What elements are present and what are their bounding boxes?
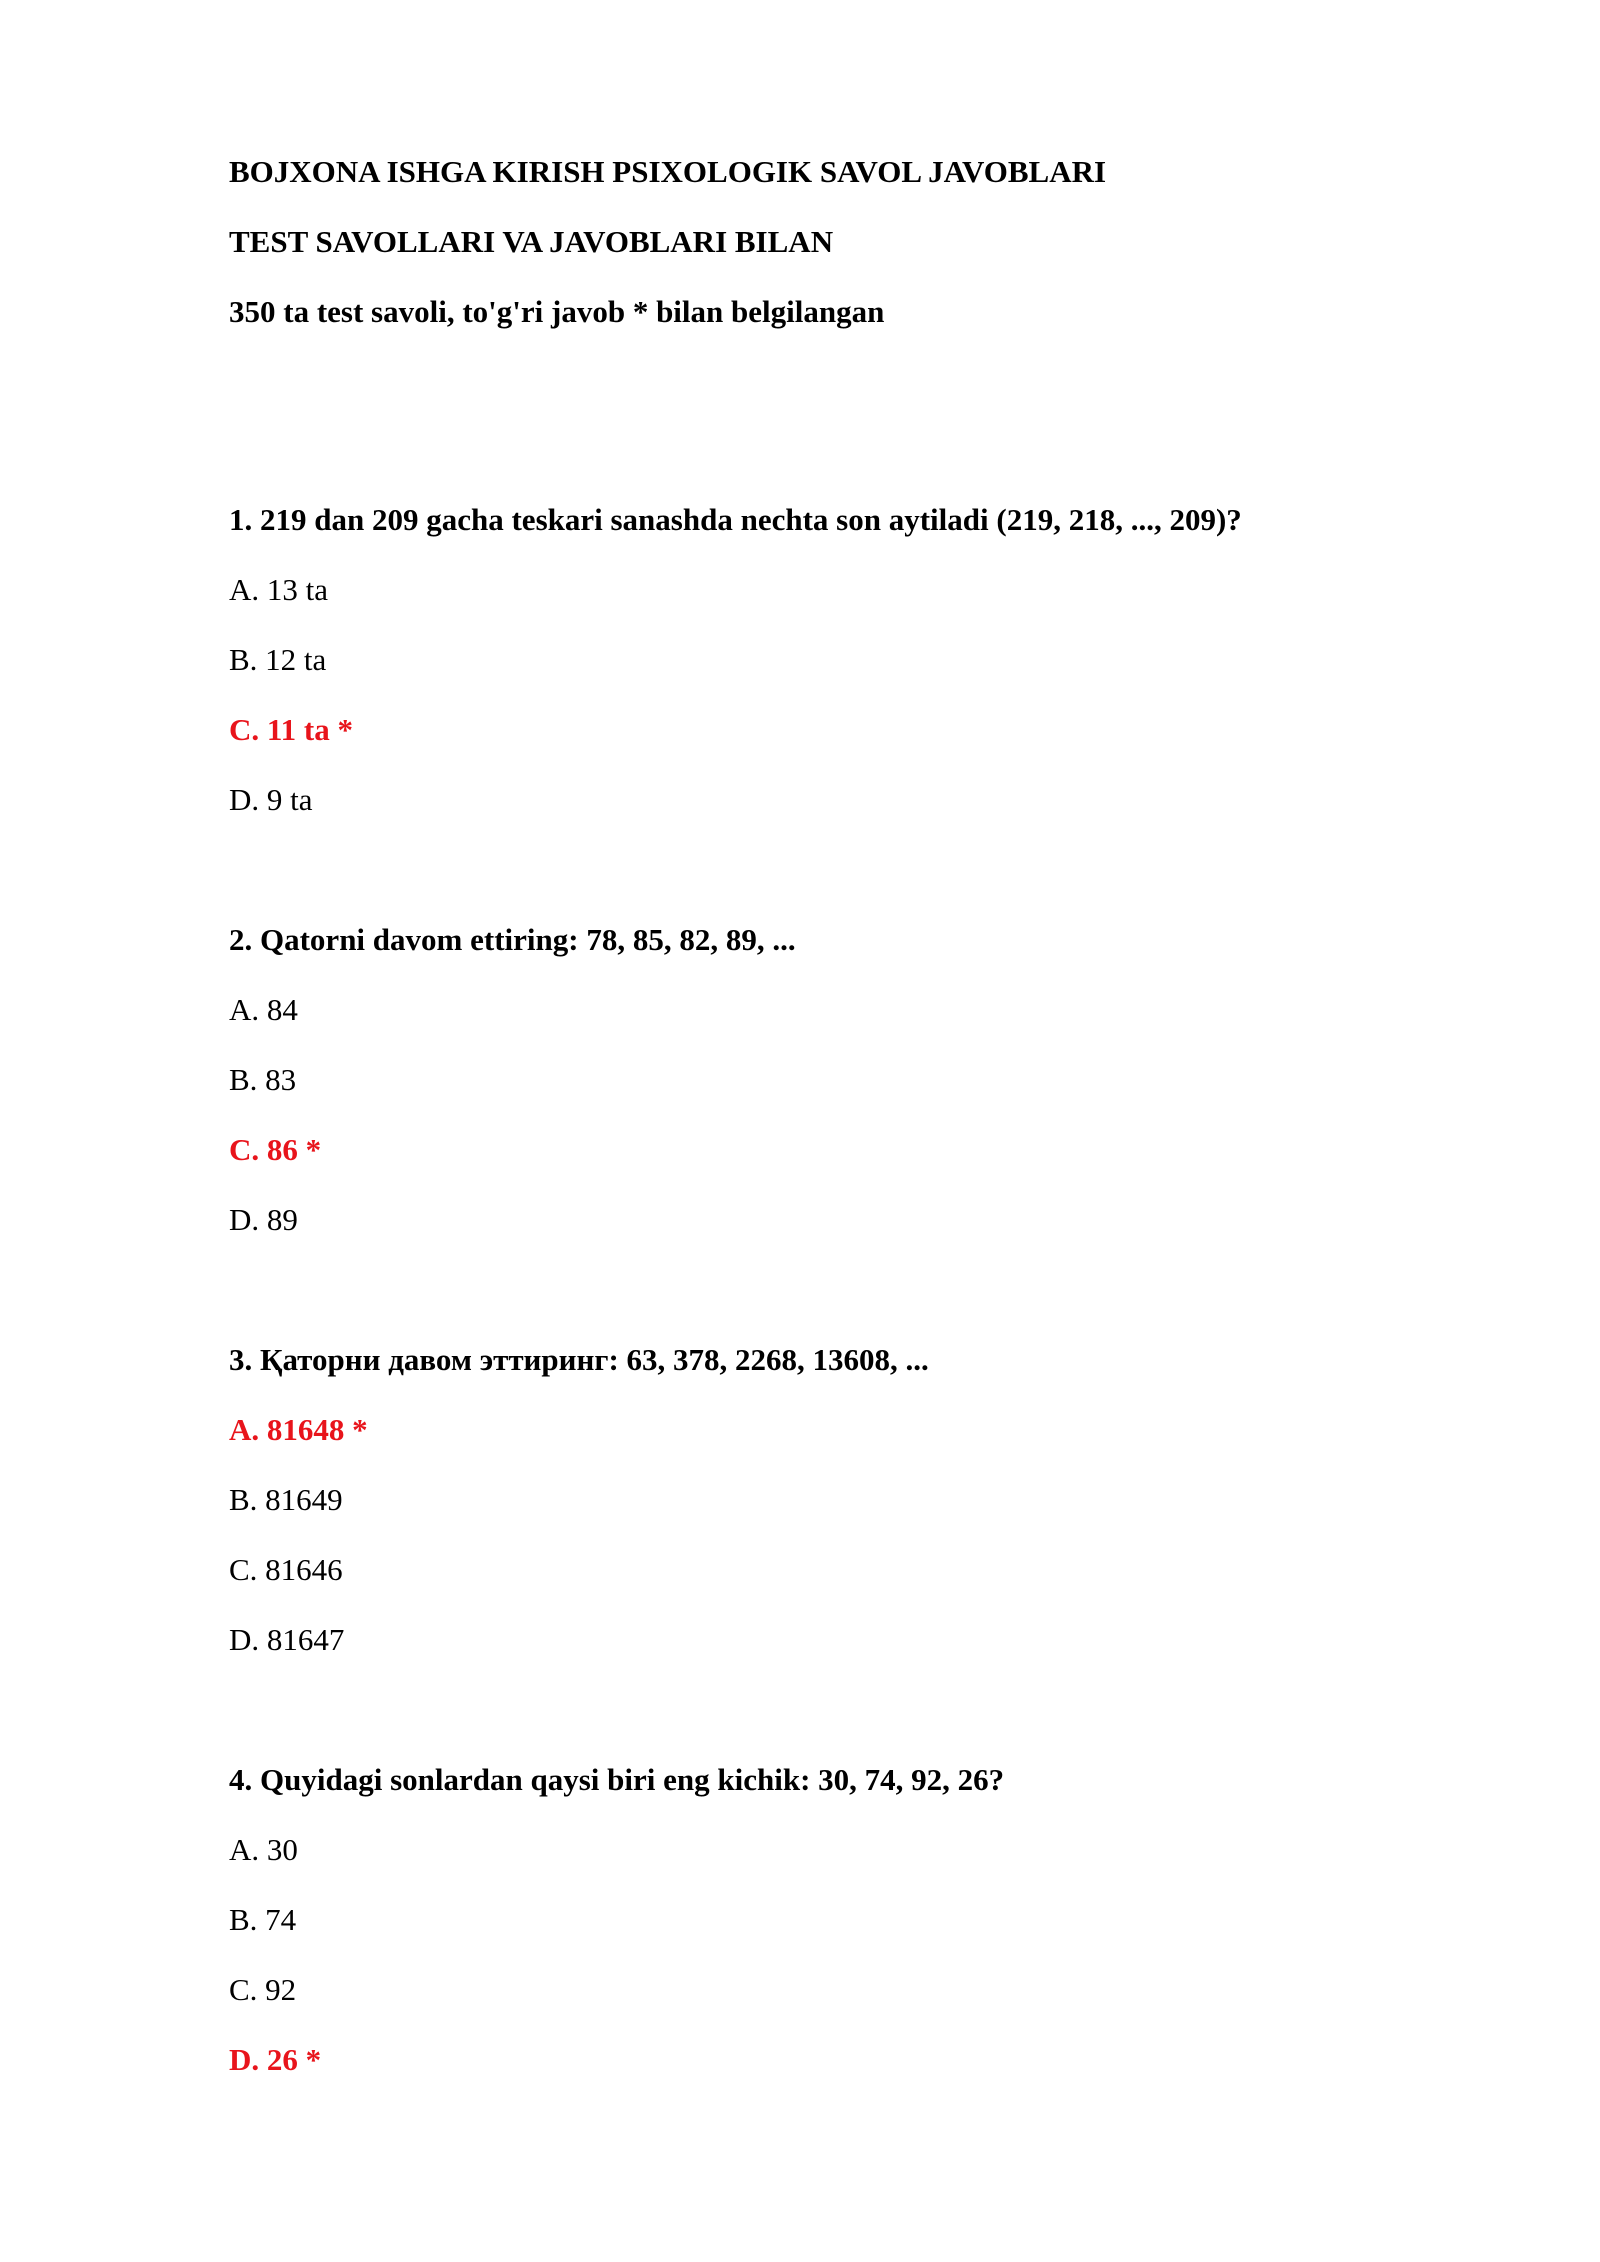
- question-3-text: 3. Қаторни давом эттиринг: 63, 378, 2268, 13608, ...: [229, 1342, 929, 1377]
- question-2-option-a: A. 84: [229, 992, 298, 1027]
- document-note: 350 ta test savoli, to'g'ri javob * bilan belgilangan: [229, 294, 885, 329]
- question-1-text: 1. 219 dan 209 gacha teskari sanashda nechta son aytiladi (219, 218, ..., 209)?: [229, 502, 1242, 537]
- question-4-text: 4. Quyidagi sonlardan qaysi biri eng kichik: 30, 74, 92, 26?: [229, 1762, 1005, 1797]
- question-3-option-c: C. 81646: [229, 1552, 343, 1587]
- question-1-option-b: B. 12 ta: [229, 642, 327, 677]
- question-2-option-d: D. 89: [229, 1202, 298, 1237]
- question-1-option-c-correct: C. 11 ta *: [229, 712, 353, 747]
- question-3-option-a-correct: A. 81648 *: [229, 1412, 368, 1447]
- question-4-option-d-correct: D. 26 *: [229, 2042, 322, 2077]
- question-4-option-b: B. 74: [229, 1902, 297, 1937]
- question-3-option-b: B. 81649: [229, 1482, 343, 1517]
- question-4-option-c: C. 92: [229, 1972, 297, 2007]
- document-subtitle: TEST SAVOLLARI VA JAVOBLARI BILAN: [229, 224, 834, 259]
- question-2-text: 2. Qatorni davom ettiring: 78, 85, 82, 89, ...: [229, 922, 796, 957]
- question-2-option-c-correct: C. 86 *: [229, 1132, 322, 1167]
- question-1-option-d: D. 9 ta: [229, 782, 313, 817]
- question-4-option-a: A. 30: [229, 1832, 298, 1867]
- question-2-option-b: B. 83: [229, 1062, 297, 1097]
- question-1-option-a: A. 13 ta: [229, 572, 329, 607]
- question-3-option-d: D. 81647: [229, 1622, 345, 1657]
- document-title: BOJXONA ISHGA KIRISH PSIXOLOGIK SAVOL JAVOBLARI: [229, 154, 1107, 189]
